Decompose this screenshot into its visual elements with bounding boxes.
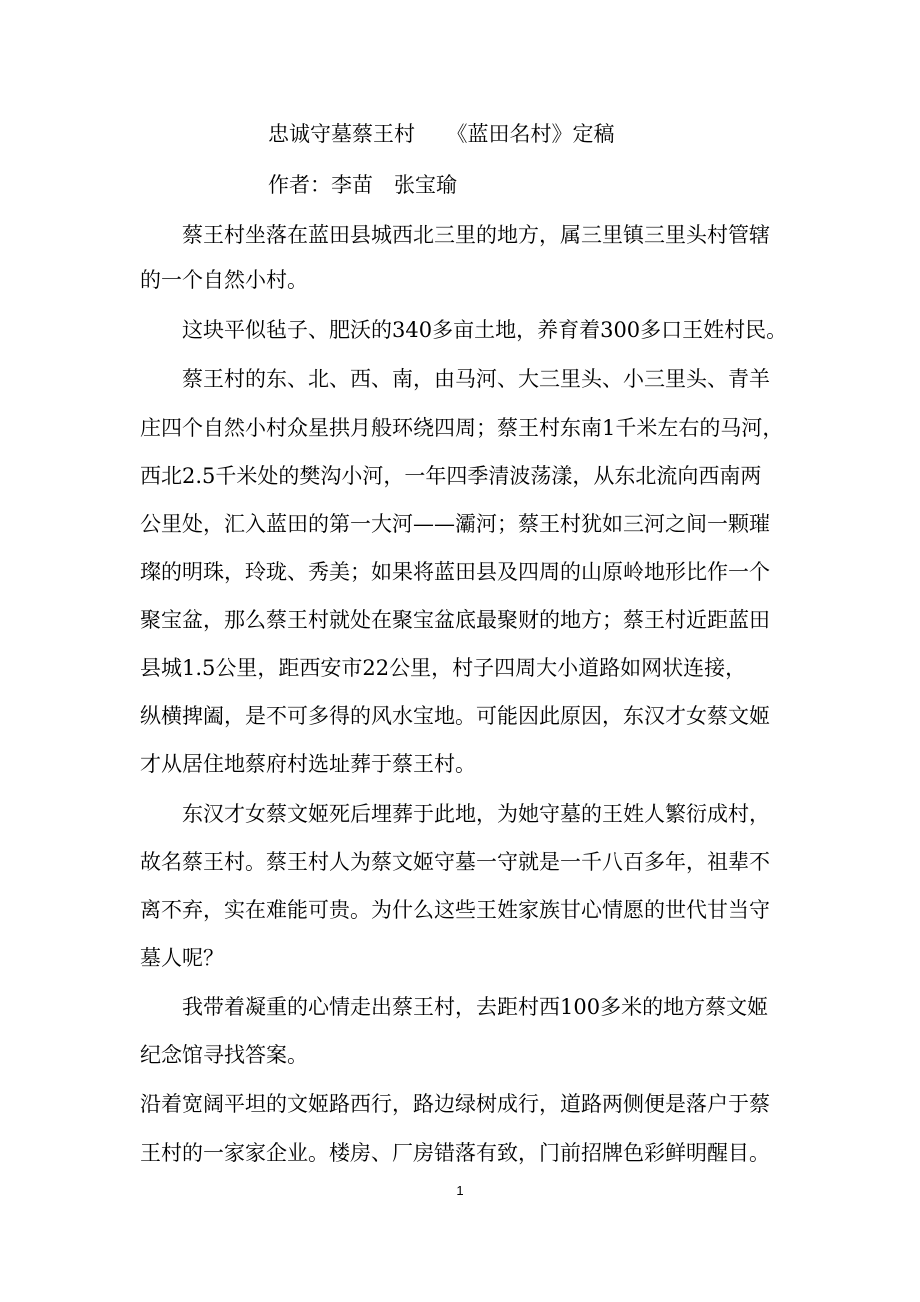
body-line: 璨的明珠，玲珑、秀美；如果将蓝田县及四周的山原岭地形比作一个: [140, 560, 770, 584]
body-line: 公里处，汇入蓝田的第一大河——灞河；蔡王村犹如三河之间一颗璀: [140, 512, 770, 536]
document-author: 作者：李苗 张宝瑜: [268, 173, 457, 197]
body-line: 东汉才女蔡文姬死后埋葬于此地，为她守墓的王姓人繁衍成村，: [140, 802, 770, 826]
body-line: 离不弃，实在难能可贵。为什么这些王姓家族甘心情愿的世代甘当守: [140, 898, 770, 922]
body-line: 的一个自然小村。: [140, 268, 308, 292]
body-line: 庄四个自然小村众星拱月般环绕四周；蔡王村东南1千米左右的马河，: [140, 416, 784, 440]
body-line: 纪念馆寻找答案。: [140, 1043, 308, 1067]
body-line: 这块平似毡子、肥沃的340多亩土地，养育着300多口王姓村民。: [140, 318, 788, 342]
body-line: 墓人呢？: [140, 946, 224, 970]
body-line: 西北2.5千米处的樊沟小河，一年四季清波荡漾，从东北流向西南两: [140, 464, 762, 488]
page-number: 1: [456, 1183, 464, 1198]
body-line: 县城1.5公里，距西安市22公里，村子四周大小道路如网状连接，: [140, 656, 747, 680]
body-line: 才从居住地蔡府村选址葬于蔡王村。: [140, 752, 476, 776]
body-line: 故名蔡王村。蔡王村人为蔡文姬守墓一守就是一千八百多年，祖辈不: [140, 850, 770, 874]
body-line: 蔡王村的东、北、西、南，由马河、大三里头、小三里头、青羊: [140, 367, 770, 391]
body-line: 我带着凝重的心情走出蔡王村，去距村西100多米的地方蔡文姬: [140, 995, 769, 1019]
document-title: 忠诚守墓蔡王村 《蓝田名村》定稿: [268, 122, 615, 146]
body-line: 蔡王村坐落在蓝田县城西北三里的地方，属三里镇三里头村管辖: [140, 223, 770, 247]
body-line: 王村的一家家企业。楼房、厂房错落有致，门前招牌色彩鲜明醒目。: [140, 1141, 770, 1165]
body-line: 聚宝盆，那么蔡王村就处在聚宝盆底最聚财的地方；蔡王村近距蓝田: [140, 608, 770, 632]
body-line: 沿着宽阔平坦的文姬路西行，路边绿树成行，道路两侧便是落户于蔡: [140, 1092, 770, 1116]
body-line: 纵横捭阖，是不可多得的风水宝地。可能因此原因，东汉才女蔡文姬: [140, 704, 770, 728]
